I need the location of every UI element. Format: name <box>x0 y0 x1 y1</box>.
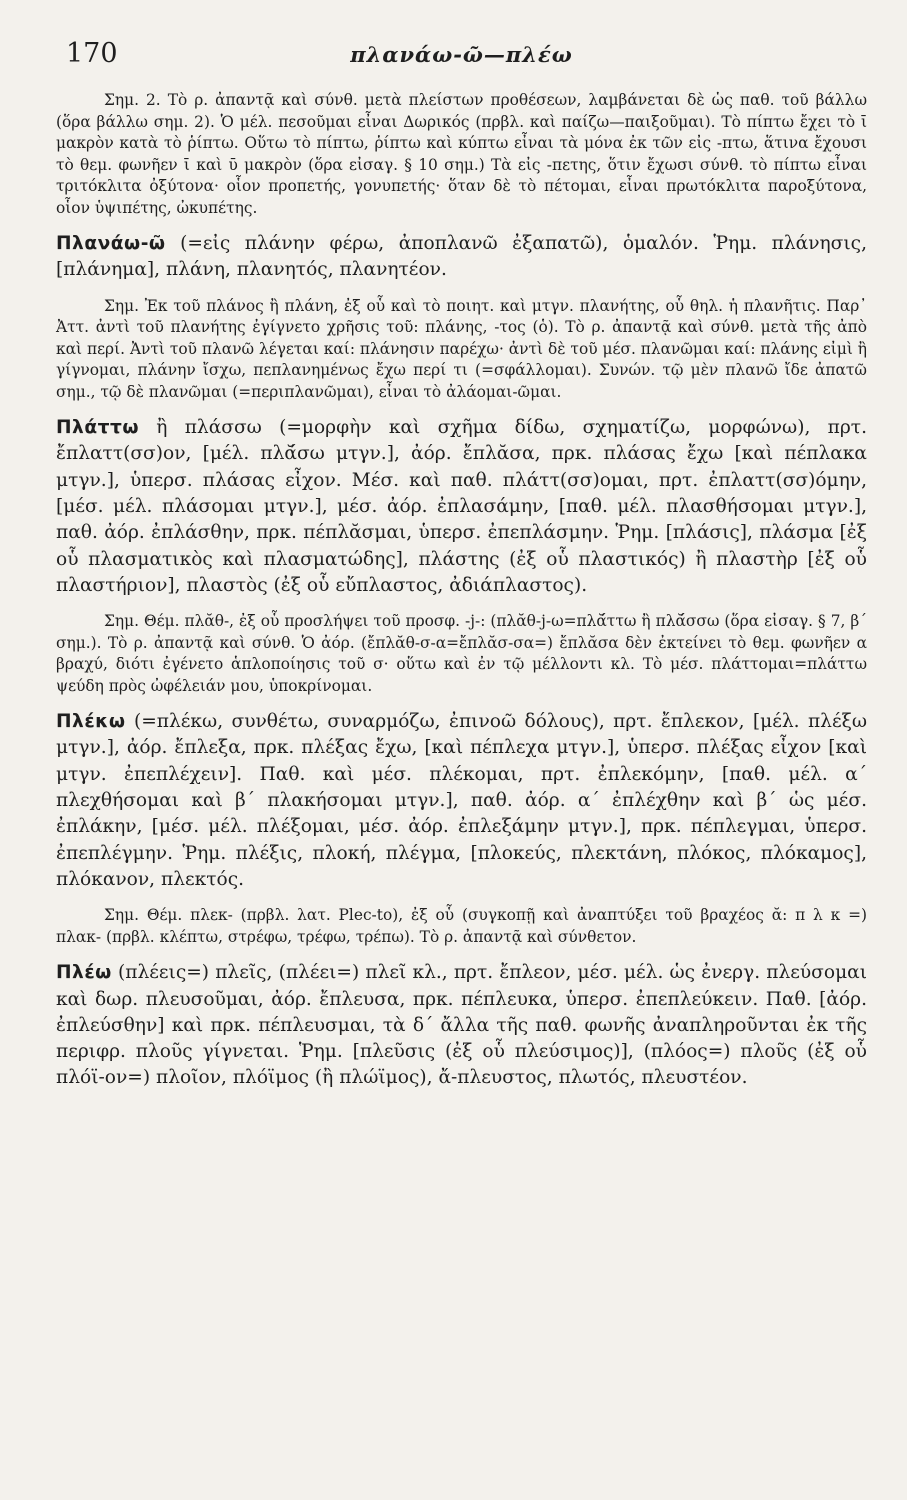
note-2: Σημ. Ἐκ τοῦ πλάνος ἢ πλάνη, ἐξ οὗ καὶ τὸ ποιητ. καὶ μτγν. πλανήτης, οὗ θηλ. ἡ πλανῆτις. Παρ᾽ Ἀττ. ἀντὶ τοῦ πλανήτης ἐγίγνετο χρῆσις τοῦ: πλάνης, -τος (ὁ). Τὸ ρ. ἀπαντᾷ καὶ σύνθ. μετὰ τῆς ἀπὸ καὶ περί. Ἀντὶ τοῦ πλανῶ λέγεται καί: πλάνησιν παρέχω· ἀντὶ δὲ τοῦ μέσ. πλανῶμαι καί: πλάνης εἰμὶ ἢ γίγνομαι, πλάνην ἴσχω, πεπλανημένως ἔχω περί τι (=σφάλλομαι). Συνών. τῷ μὲν πλανῶ ἴδε ἀπατῶ σημ., τῷ δὲ πλανῶμαι (=περιπλανῶμαι), εἶναι τὸ ἀλάομαι-ῶμαι. <box>56 296 867 401</box>
headword-platto: Πλάττω <box>56 417 139 439</box>
entry-planao <box>56 231 867 284</box>
note-1: Σημ. 2. Τὸ ρ. ἀπαντᾷ καὶ σύνθ. μετὰ πλείστων προθέσεων, λαμβάνεται δὲ ὡς παθ. τοῦ βάλλω (ὅρα βάλλω σημ. 2). Ὁ μέλ. πεσοῦμαι εἶναι Δωρικός (πρβλ. καὶ παίζω—παιξοῦμαι). Τὸ πίπτω ἔχει τὸ ῑ μακρὸν κατὰ τὸ ῥίπτω. Οὕτω τὸ πίπτω, ῥίπτω καὶ κύπτω εἶναι τὰ μόνα ἐκ τῶν εἰς -πτω, ἅτινα ἔχουσι τὸ θεμ. φωνῆεν ῑ καὶ ῡ μακρὸν (ὅρα εἰσαγ. § 10 σημ.) Τὰ εἰς -πετης, ὅτιν ἔχωσι σύνθ. τὸ πίπτω εἶναι τριτόκλιτα ὀξύτονα· οἷον προπετής, γονυπετής· ὅταν δὲ τὸ πέτομαι, εἶναι πρωτόκλιτα παροξύτονα, οἷον ὑψιπέτης, ὠκυπέτης. <box>56 91 867 217</box>
note-4: Σημ. Θέμ. πλεκ- (πρβλ. λατ. Plec-to), ἐξ οὗ (συγκοπῇ καὶ ἀναπτύξει τοῦ βραχέος ᾰ: π λ κ =) πλακ- (πρβλ. κλέπτω, στρέφω, τρέφω, τρέπω). Τὸ ρ. ἀπαντᾷ καὶ σύνθετον. <box>56 906 867 946</box>
page-number: 170 <box>66 38 118 69</box>
headword-pleko: Πλέκω <box>56 711 126 733</box>
page-header <box>56 32 867 78</box>
note-3: Σημ. Θέμ. πλᾰθ-, ἐξ οὗ προσλήψει τοῦ προσφ. -j-: (πλᾰθ-j-ω=πλᾰ́ττω ἢ πλᾰ́σσω (ὅρα εἰσαγ. § 7, β΄ σημ.). Τὸ ρ. ἀπαντᾷ καὶ σύνθ. Ὁ ἀόρ. (ἔπλᾰθ-σ-α=ἔπλᾰσ-σα=) ἔπλᾰσα δὲν ἐκτείνει τὸ θεμ. φωνῆεν α βραχύ, διότι ἐγένετο ἁπλοποίησις τοῦ σ· οὕτω καὶ ἐν τῷ μέλλοντι κλ. Τὸ μέσ. πλάττομαι=πλάττω ψεύδη πρὸς ὠφέλειάν μου, ὑποκρίνομαι. <box>56 612 867 695</box>
entry-platto <box>56 415 867 599</box>
entry-platto-body: ἢ πλάσσω (=μορφὴν καὶ σχῆμα δίδω, σχηματίζω, μορφώνω), πρτ. ἔπλαττ(σσ)ον, [μέλ. πλᾰ́σω μτγν.], ἀόρ. ἔπλᾰσα, πρκ. πλάσας ἔχω [καὶ πέπλακα μτγν.], ὑπερσ. πλάσας εἶχον. Μέσ. καὶ παθ. πλάττ(σσ)ομαι, πρτ. ἐπλαττ(σσ)όμην, [μέσ. μέλ. πλάσομαι μτγν.], μέσ. ἀόρ. ἐπλασάμην, [παθ. μέλ. πλασθήσομαι μτγν.], παθ. ἀόρ. ἐπλάσθην, πρκ. πέπλᾰσμαι, ὑπερσ. ἐπεπλάσμην. Ῥημ. [πλάσις], πλάσμα [ἐξ οὗ πλασματικὸς καὶ πλασματώδης], πλάστης (ἐξ οὗ πλαστικός) ἢ πλαστὴρ [ἐξ οὗ πλαστήριον], πλαστὸς (ἐξ οὗ εὔπλαστος, ἀδιάπλαστος). <box>56 417 867 596</box>
running-head: πλανάω-ῶ—πλέω <box>350 42 573 67</box>
headword-planao: Πλανάω-ῶ <box>56 233 166 254</box>
entry-pleo <box>56 960 867 1091</box>
entry-planao-body: (=εἰς πλάνην φέρω, ἀποπλανῶ ἐξαπατῶ), ὁμαλόν. Ῥημ. πλάνησις, [πλάνημα], πλάνη, πλανητός, πλανητέον. <box>56 233 867 281</box>
entry-pleo-body: (πλέεις=) πλεῖς, (πλέει=) πλεῖ κλ., πρτ. ἔπλεον, μέσ. μέλ. ὡς ἐνεργ. πλεύσομαι καὶ δωρ. πλευσοῦμαι, ἀόρ. ἔπλευσα, πρκ. πέπλευκα, ὑπερσ. ἐπεπλεύκειν. Παθ. [ἀόρ. ἐπλεύσθην] καὶ πρκ. πέπλευσμαι, τὰ δ΄ ἄλλα τῆς παθ. φωνῆς ἀναπληροῦνται ἐκ τῆς περιφρ. πλοῦς γίγνεται. Ῥημ. [πλεῦσις (ἐξ οὗ πλεύσιμος)], (πλόος=) πλοῦς (ἐξ οὗ πλόϊ-ον=) πλοῖον, πλόϊμος (ἢ πλώϊμος), ἄ-πλευστος, πλωτός, πλευστέον. <box>56 962 868 1089</box>
headword-pleo: Πλέω <box>56 962 112 984</box>
entry-pleko-body: (=πλέκω, συνθέτω, συναρμόζω, ἐπινοῶ δόλους), πρτ. ἔπλεκον, [μέλ. πλέξω μτγν.], ἀόρ. ἔπλεξα, πρκ. πλέξας ἔχω, [καὶ πέπλεχα μτγν.], ὑπερσ. πλέξας εἶχον [καὶ μτγν. ἐπεπλέχειν]. Παθ. καὶ μέσ. πλέκομαι, πρτ. ἐπλεκόμην, [παθ. μέλ. α΄ πλεχθήσομαι καὶ β΄ πλακήσομαι μτγν.], παθ. ἀόρ. α΄ ἐπλέχθην καὶ β΄ ὡς μέσ. ἐπλάκην, [μέσ. μέλ. πλέξομαι, μέσ. ἀόρ. ἐπλεξάμην μτγν.], πρκ. πέπλεγμαι, ὑπερσ. ἐπεπλέγμην. Ῥημ. πλέξις, πλοκή, πλέγμα, [πλοκεύς, πλεκτάνη, πλόκος, πλόκαμος], πλόκανον, πλεκτός. <box>56 711 867 890</box>
entry-pleko <box>56 709 867 893</box>
